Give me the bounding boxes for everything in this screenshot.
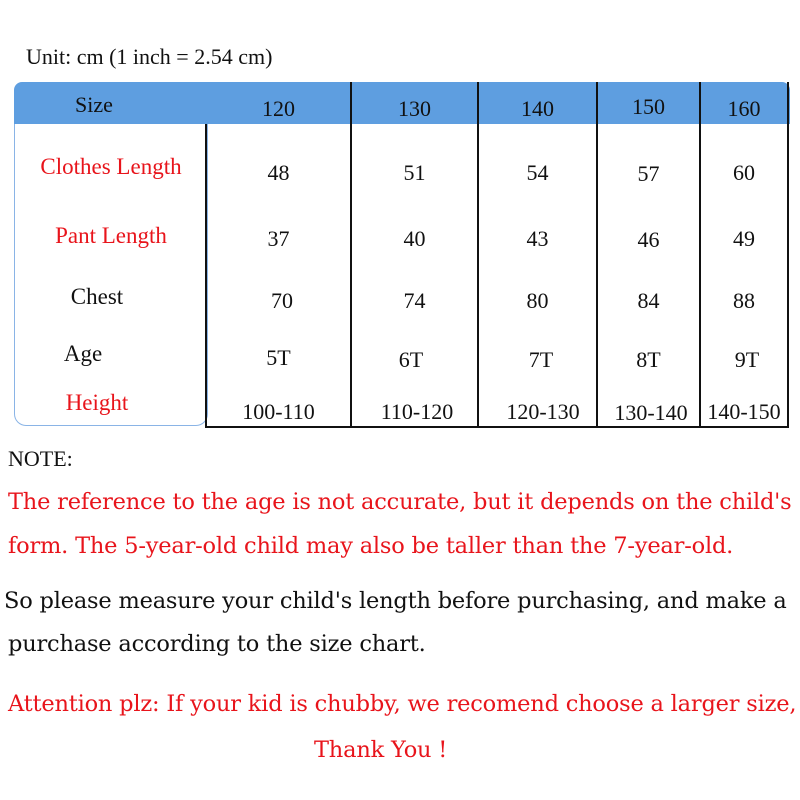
note-red-line-2: form. The 5-year-old child may also be taller than the 7-year-old. [8, 533, 734, 559]
column-divider [699, 82, 701, 428]
cell-clothes-150: 57 [637, 161, 660, 186]
cell-height-130: 110-120 [380, 399, 454, 424]
cell-pant-130: 40 [403, 226, 426, 251]
column-divider [596, 82, 598, 428]
cell-pant-120: 37 [267, 226, 290, 251]
cell-height-140: 120-130 [506, 399, 580, 424]
attention-note: Attention plz: If your kid is chubby, we recomend choose a larger size, [8, 691, 797, 717]
size-header-label: Size [75, 92, 113, 117]
size-header-120: 120 [262, 96, 295, 121]
thank-you-note: Thank You ! [314, 737, 448, 763]
column-divider [787, 82, 789, 428]
cell-clothes-130: 51 [403, 160, 426, 185]
note-title: NOTE: [8, 446, 73, 471]
cell-clothes-160: 60 [733, 160, 755, 185]
row-label-pant-length: Pant Length [55, 223, 167, 248]
cell-age-140: 7T [528, 347, 554, 372]
cell-clothes-120: 48 [267, 160, 290, 185]
unit-note: Unit: cm (1 inch = 2.54 cm) [26, 44, 273, 69]
cell-age-120: 5T [266, 345, 291, 370]
note-black-line-1: So please measure your child's length before purchasing, and make a [4, 588, 787, 614]
cell-height-120: 100-110 [242, 399, 315, 424]
cell-chest-150: 84 [637, 288, 660, 313]
row-label-clothes-length: Clothes Length [40, 154, 182, 179]
cell-chest-120: 70 [271, 288, 293, 313]
size-header-160: 160 [727, 96, 761, 121]
size-header-130: 130 [398, 96, 431, 121]
cell-chest-130: 74 [403, 288, 426, 313]
cell-pant-140: 43 [526, 226, 549, 251]
cell-age-150: 8T [636, 347, 661, 372]
note-red-line-1: The reference to the age is not accurate, but it depends on the child's [8, 489, 792, 515]
cell-chest-140: 80 [526, 288, 549, 313]
size-header-140: 140 [521, 96, 554, 121]
column-divider [477, 82, 479, 428]
cell-height-150: 130-140 [614, 400, 688, 425]
row-label-age: Age [63, 341, 103, 366]
table-bottom-border [205, 426, 789, 428]
size-header-150: 150 [632, 94, 665, 119]
cell-pant-160: 49 [733, 226, 755, 251]
cell-clothes-140: 54 [526, 160, 549, 185]
cell-age-160: 9T [734, 347, 760, 372]
column-divider [350, 82, 352, 428]
cell-age-130: 6T [398, 347, 424, 372]
row-label-chest: Chest [70, 284, 124, 309]
row-label-height: Height [65, 390, 129, 415]
note-black-line-2: purchase according to the size chart. [8, 631, 426, 657]
cell-height-160: 140-150 [707, 399, 781, 424]
cell-chest-160: 88 [733, 288, 755, 313]
cell-pant-150: 46 [637, 227, 660, 252]
